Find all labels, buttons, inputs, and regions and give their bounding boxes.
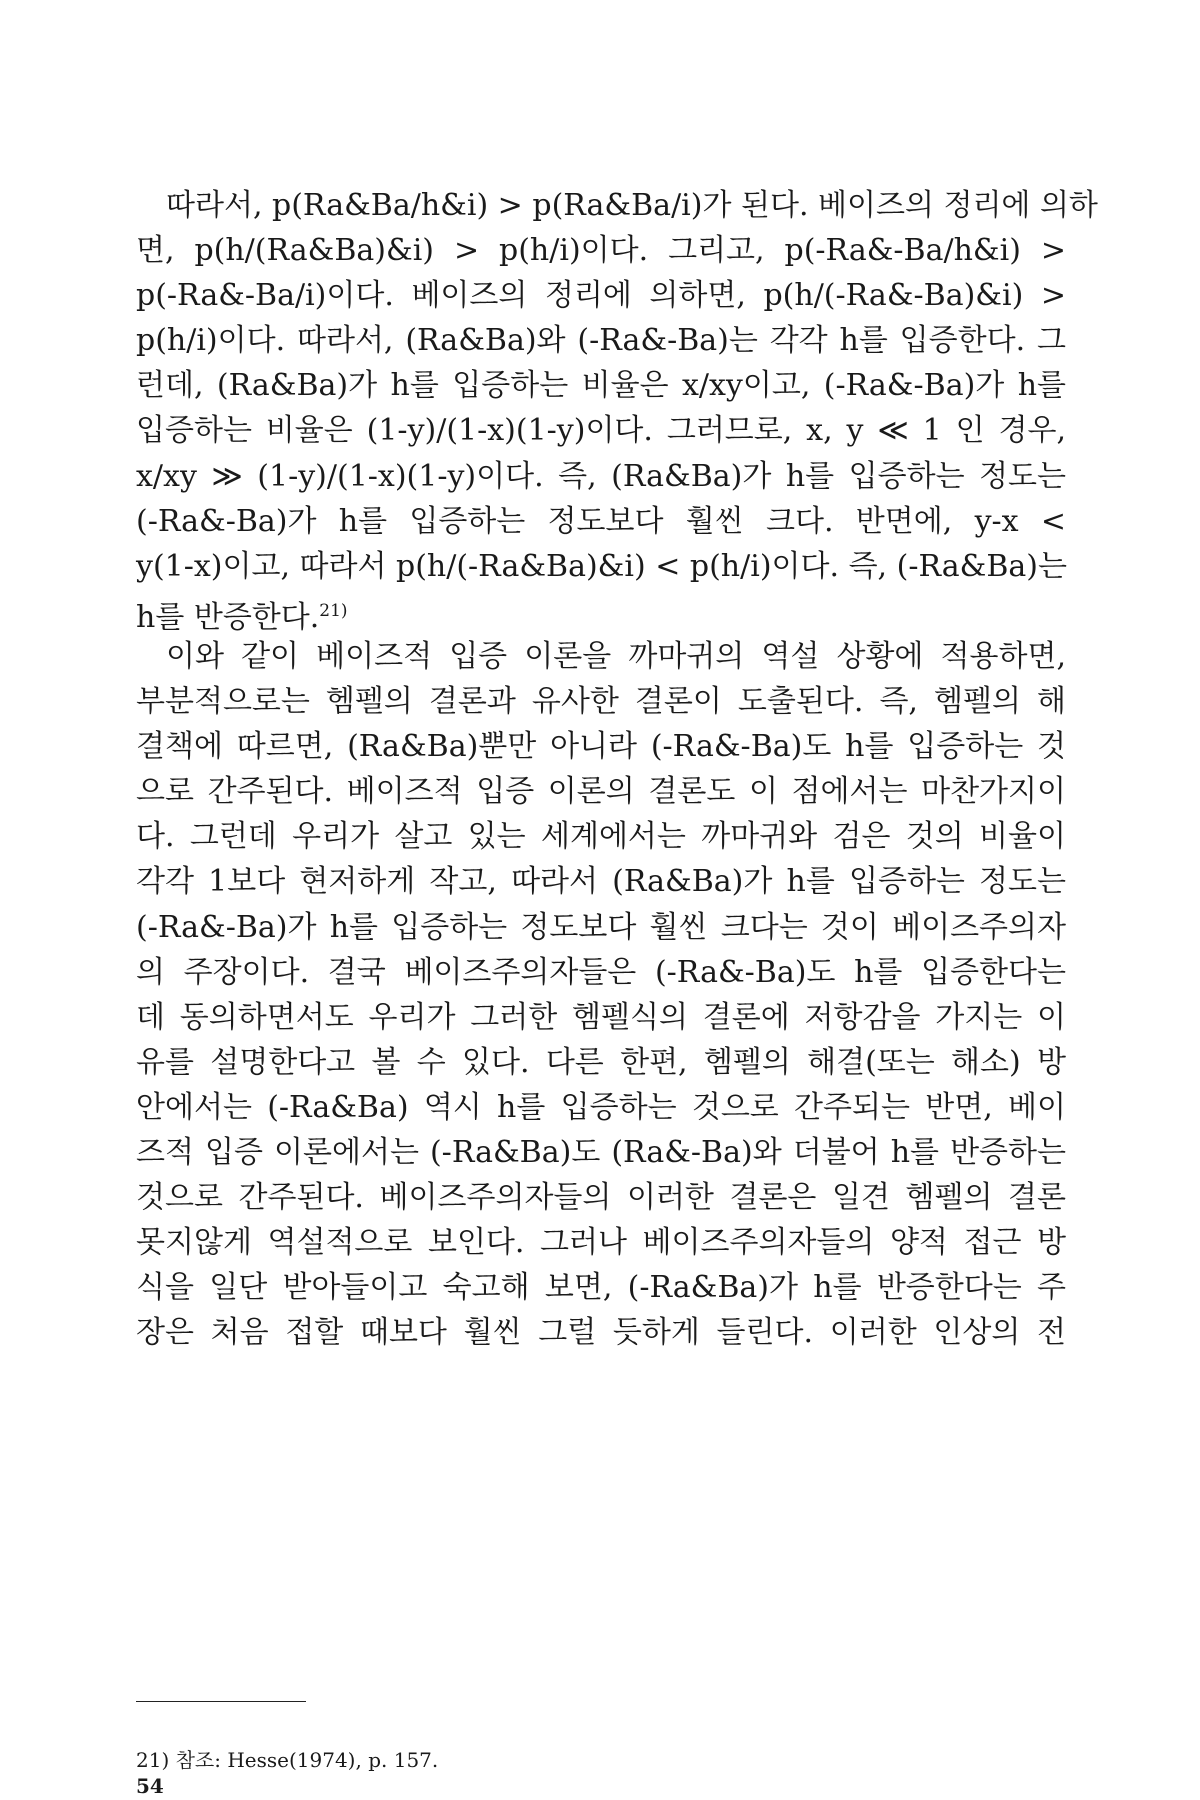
text-line: x/xy ≫ (1-y)/(1-x)(1-y)이다. 즉, (Ra&Ba)가 h를 입증하는 정도는 <box>136 458 1066 494</box>
text-line: 각각 1보다 현저하게 작고, 따라서 (Ra&Ba)가 h를 입증하는 정도는 <box>136 864 1066 900</box>
text-line: 입증하는 비율은 (1-y)/(1-x)(1-y)이다. 그러므로, x, y ≪ 1 인 경우, <box>136 413 1066 449</box>
footnote-divider <box>136 1701 306 1702</box>
paragraph <box>136 183 1098 635</box>
text-line: 의 주장이다. 결국 베이즈주의자들은 (-Ra&-Ba)도 h를 입증한다는 <box>136 954 1066 990</box>
text-line: (-Ra&-Ba)가 h를 입증하는 정도보다 훨씬 크다. 반면에, y-x < <box>136 503 1066 539</box>
text-line: (-Ra&-Ba)가 h를 입증하는 정도보다 훨씬 크다는 것이 베이즈주의자 <box>136 909 1066 945</box>
text-line: 즈적 입증 이론에서는 (-Ra&Ba)도 (Ra&-Ba)와 더불어 h를 반증하는 <box>136 1134 1066 1170</box>
text-line: p(-Ra&-Ba/i)이다. 베이즈의 정리에 의하면, p(h/(-Ra&-Ba)&i) > <box>136 278 1066 314</box>
text-line: 면, p(h/(Ra&Ba)&i) > p(h/i)이다. 그리고, p(-Ra&-Ba/h&i) > <box>136 233 1066 269</box>
text-line: 으로 간주된다. 베이즈적 입증 이론의 결론도 이 점에서는 마찬가지이 <box>136 774 1066 810</box>
text-line: 부분적으로는 헴펠의 결론과 유사한 결론이 도출된다. 즉, 헴펠의 해 <box>136 684 1066 720</box>
text-line: 못지않게 역설적으로 보인다. 그러나 베이즈주의자들의 양적 접근 방 <box>136 1225 1066 1261</box>
text-line: 식을 일단 받아들이고 숙고해 보면, (-Ra&Ba)가 h를 반증한다는 주 <box>136 1270 1066 1306</box>
text-line: p(h/i)이다. 따라서, (Ra&Ba)와 (-Ra&-Ba)는 각각 h를 입증한다. 그 <box>136 323 1066 359</box>
text-line-content: h를 반증한다. <box>136 599 320 635</box>
text-line: 이와 같이 베이즈적 입증 이론을 까마귀의 역설 상황에 적용하면, <box>166 638 1066 674</box>
text-line: 것으로 간주된다. 베이즈주의자들의 이러한 결론은 일견 헴펠의 결론 <box>136 1180 1066 1216</box>
text-line: 장은 처음 접할 때보다 훨씬 그럴 듯하게 들린다. 이러한 인상의 전 <box>136 1315 1066 1351</box>
text-line: 안에서는 (-Ra&Ba) 역시 h를 입증하는 것으로 간주되는 반면, 베이 <box>136 1089 1066 1125</box>
text-line: 유를 설명한다고 볼 수 있다. 다른 한편, 헴펠의 해결(또는 해소) 방 <box>136 1044 1066 1080</box>
text-line: 따라서, p(Ra&Ba/h&i) > p(Ra&Ba/i)가 된다. 베이즈의 정리에 의하 <box>166 188 1098 223</box>
text-line: 다. 그런데 우리가 살고 있는 세계에서는 까마귀와 검은 것의 비율이 <box>136 819 1066 855</box>
footnote: 21) 참조: Hesse(1974), p. 157. <box>136 1748 439 1772</box>
text-line: 결책에 따르면, (Ra&Ba)뿐만 아니라 (-Ra&-Ba)도 h를 입증하는 것 <box>136 729 1066 765</box>
text-line <box>136 589 1066 634</box>
body-text <box>136 183 1098 1355</box>
paragraph <box>136 634 1066 1356</box>
text-line: 런데, (Ra&Ba)가 h를 입증하는 비율은 x/xy이고, (-Ra&-Ba)가 h를 <box>136 368 1066 404</box>
text-line: y(1-x)이고, 따라서 p(h/(-Ra&Ba)&i) < p(h/i)이다. 즉, (-Ra&Ba)는 <box>136 548 1067 584</box>
page-number: 54 <box>136 1774 164 1798</box>
text-line: 데 동의하면서도 우리가 그러한 헴펠식의 결론에 저항감을 가지는 이 <box>136 999 1066 1035</box>
footnote-reference: 21) <box>319 600 348 621</box>
